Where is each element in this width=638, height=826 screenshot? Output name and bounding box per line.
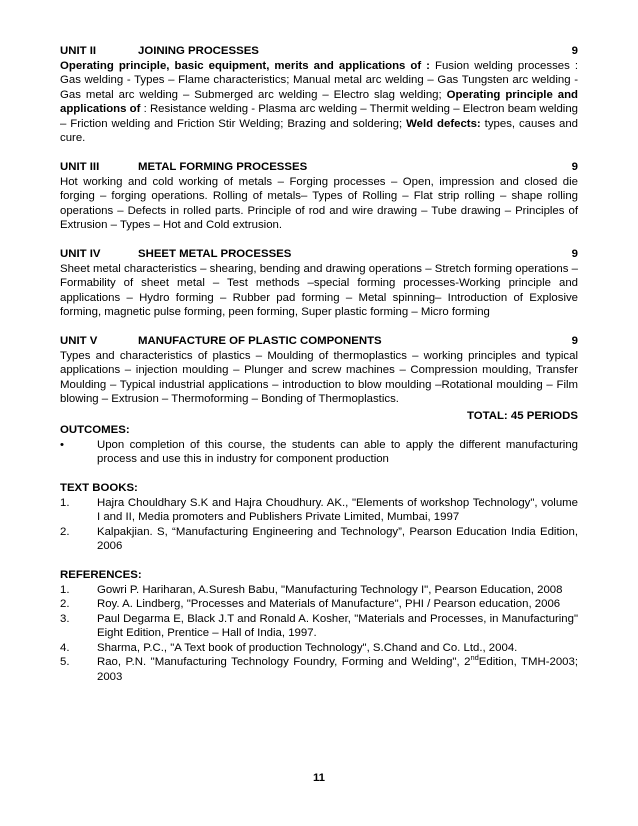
bold-text: Operating principle, basic equipment, merits and applications of : bbox=[60, 59, 430, 72]
outcome-text: Upon completion of this course, the students can able to apply the different manufacturing process and use this in industry for component production bbox=[97, 438, 578, 465]
unit-heading bbox=[60, 334, 578, 349]
unit-description bbox=[60, 262, 578, 320]
textbooks-heading: TEXT BOOKS: bbox=[60, 482, 138, 494]
document-page bbox=[60, 44, 578, 699]
unit-title: JOINING PROCESSES bbox=[138, 45, 259, 57]
list-marker: 4. bbox=[60, 641, 70, 654]
body-text: types, causes and cure. bbox=[60, 117, 578, 144]
list-item bbox=[60, 641, 578, 656]
list-item bbox=[60, 583, 578, 598]
reference-entry: Roy. A. Lindberg, "Processes and Materials of Manufacture", PHI / Pearson education, 2006 bbox=[97, 598, 561, 610]
list-marker: 3. bbox=[60, 612, 70, 625]
list-marker: 1. bbox=[60, 496, 70, 509]
list-marker: 2. bbox=[60, 598, 70, 610]
list-item bbox=[60, 525, 578, 554]
bullet-marker: • bbox=[60, 438, 64, 451]
list-item bbox=[60, 438, 578, 467]
unit-section bbox=[60, 44, 578, 146]
list-item bbox=[60, 655, 578, 684]
unit-section bbox=[60, 334, 578, 407]
references-section bbox=[60, 568, 578, 684]
bold-text: Operating principle and applications of bbox=[60, 88, 578, 115]
list-item bbox=[60, 612, 578, 641]
outcomes-list bbox=[60, 438, 578, 467]
unit-title: MANUFACTURE OF PLASTIC COMPONENTS bbox=[138, 335, 382, 347]
list-marker: 5. bbox=[60, 656, 70, 668]
reference-text-after: Edition, TMH-2003; 2003 bbox=[97, 656, 578, 683]
list-item bbox=[60, 597, 578, 612]
unit-hours: 9 bbox=[571, 248, 578, 260]
body-text: Fusion welding processes : Gas welding - Types – Flame characteristics; Manual metal arc welding – Gas Tungsten arc welding - Gas metal arc welding – Submerged arc welding – Electro slag welding; bbox=[60, 59, 578, 101]
unit-number: UNIT III bbox=[60, 161, 100, 173]
body-text: : Resistance welding - Plasma arc welding – Thermit welding – Electron beam welding – Friction welding and Friction Stir Welding; Brazing and soldering; bbox=[60, 103, 578, 130]
unit-number: UNIT II bbox=[60, 45, 97, 57]
total-periods: TOTAL: 45 PERIODS bbox=[467, 409, 578, 422]
ordinal-suffix: nd bbox=[470, 653, 479, 663]
textbooks-list bbox=[60, 496, 578, 554]
unit-title: SHEET METAL PROCESSES bbox=[138, 248, 292, 260]
list-marker: 2. bbox=[60, 525, 70, 538]
outcomes-heading: OUTCOMES: bbox=[60, 424, 130, 436]
textbooks-section bbox=[60, 481, 578, 554]
body-text: Sheet metal characteristics – shearing, bending and drawing operations – Stretch forming operations – Formability of sheet metal – Test methods –special forming processes-Working principle and applications – Hydro forming – Rubber pad forming – Metal spinning– Introduction of Explosive forming, magnetic pulse forming, peen forming, Super plastic forming – Micro forming bbox=[60, 262, 578, 318]
reference-entry: Sharma, P.C., "A Text book of production Technology", S.Chand and Co. Ltd., 2004. bbox=[97, 641, 518, 654]
reference-entry: Paul Degarma E, Black J.T and Ronald A. Kosher, "Materials and Processes, in Manufacturing" Eight Edition, Prentice – Hall of India, 1997. bbox=[97, 612, 578, 639]
unit-heading bbox=[60, 160, 578, 175]
unit-description bbox=[60, 59, 578, 146]
unit-section bbox=[60, 247, 578, 320]
unit-hours: 9 bbox=[571, 161, 578, 173]
unit-description bbox=[60, 175, 578, 233]
list-item bbox=[60, 496, 578, 525]
references-heading: REFERENCES: bbox=[60, 569, 142, 581]
syllabus-units bbox=[60, 44, 578, 407]
bold-text: Weld defects: bbox=[406, 117, 481, 130]
body-text: Types and characteristics of plastics – Moulding of thermoplastics – working principles and typical applications – injection moulding – Plunger and screw machines – Compression moulding, Transfer Moulding – Typical industrial applications – introduction to blow moulding –Rotational moulding – Film blowing – Extrusion – Thermoforming – Bonding of Thermoplastics. bbox=[60, 349, 578, 405]
unit-hours: 9 bbox=[571, 335, 578, 347]
reference-entry: Gowri P. Hariharan, A.Suresh Babu, "Manufacturing Technology I", Pearson Education, 2008 bbox=[97, 583, 563, 596]
unit-heading bbox=[60, 247, 578, 262]
unit-heading bbox=[60, 44, 578, 59]
unit-title: METAL FORMING PROCESSES bbox=[138, 161, 308, 173]
reference-text-before: Rao, P.N. "Manufacturing Technology Foundry, Forming and Welding", 2 bbox=[97, 656, 471, 668]
body-text: Hot working and cold working of metals – Forging processes – Open, impression and closed die forging – forging operations. Rolling of metals– Types of Rolling – Flat strip rolling – shape rolling operations – Defects in rolled parts. Principle of rod and wire drawing – Tube drawing – Principles of Extrusion – Types – Hot and Cold extrusion. bbox=[60, 175, 578, 231]
page-number: 11 bbox=[312, 772, 326, 784]
textbook-entry: Hajra Chouldhary S.K and Hajra Choudhury. AK., "Elements of workshop Technology", volume I and II, Media promoters and Publishers Private Limited, Mumbai, 1997 bbox=[97, 496, 578, 523]
reference-entry bbox=[97, 655, 578, 684]
unit-section bbox=[60, 160, 578, 233]
unit-number: UNIT V bbox=[60, 335, 98, 347]
references-list bbox=[60, 583, 578, 685]
unit-hours: 9 bbox=[571, 45, 578, 57]
outcomes-section bbox=[60, 423, 578, 467]
textbook-entry: Kalpakjian. S, “Manufacturing Engineering and Technology”, Pearson Education India Edition, 2006 bbox=[97, 525, 578, 552]
unit-number: UNIT IV bbox=[60, 248, 101, 260]
list-marker: 1. bbox=[60, 583, 70, 596]
unit-description bbox=[60, 349, 578, 407]
